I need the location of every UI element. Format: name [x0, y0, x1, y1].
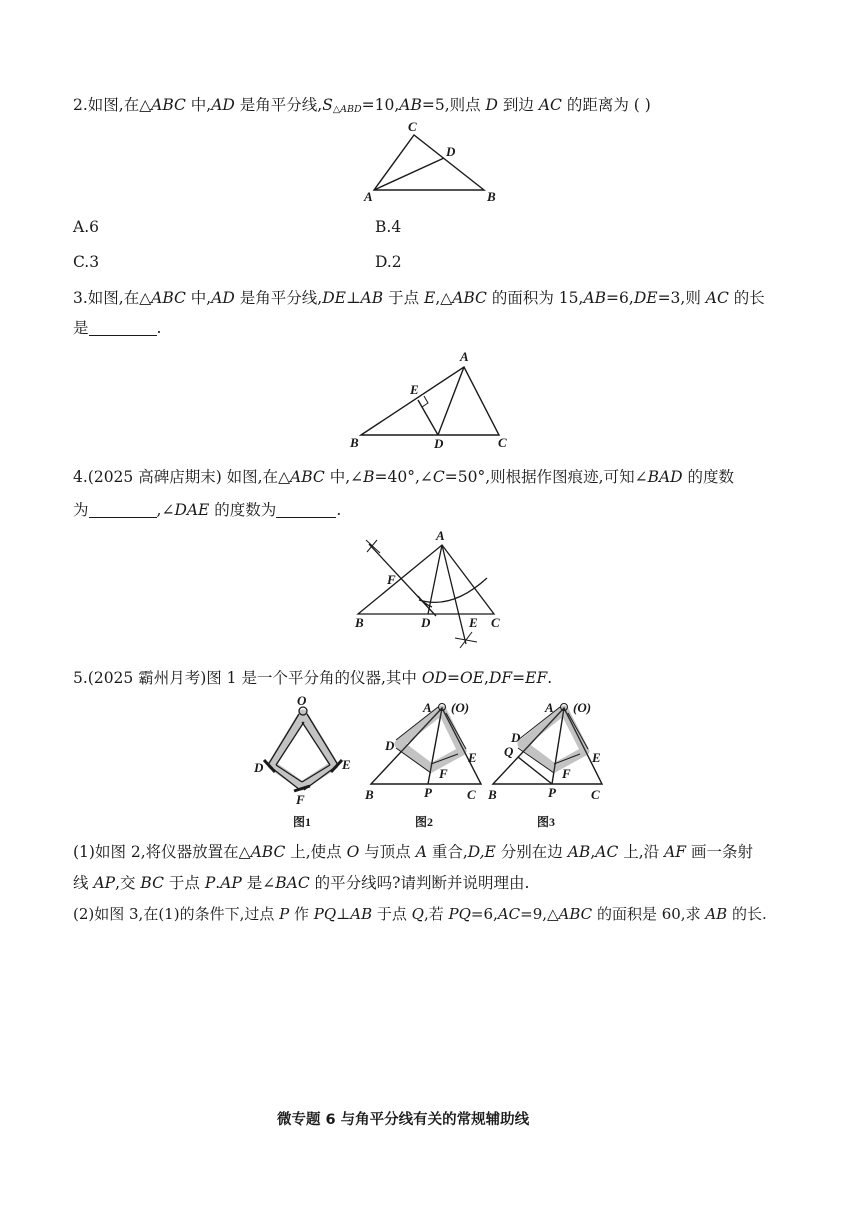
q4-label-c: C	[491, 615, 500, 630]
q4-stem-line2: 为 ,∠DAE 的度数为 .	[73, 501, 342, 519]
q3-stem-line2: 是 .	[73, 319, 162, 337]
q5-fig1	[253, 693, 351, 807]
q5-intro: 5.(2025 霸州月考)图 1 是一个平分角的仪器,其中 OD=OE,DF=EF.	[73, 669, 553, 687]
q5-fig3-label-a: A	[545, 700, 554, 715]
q5-fig3	[487, 700, 602, 802]
q5-fig2-label-o: (O)	[451, 700, 470, 715]
q5-fig1-label-f: F	[296, 792, 305, 807]
q4-label-b: B	[355, 615, 364, 630]
q2-stem: 2.如图,在△ABC 中,AD 是角平分线$,S_{\triangle ABD}=10,AB=5$,则点 D 到边 AC 的距离为 ( )	[73, 96, 651, 115]
q5-fig2-label-a: A	[423, 700, 432, 715]
q3-label-e: E	[410, 382, 419, 397]
q5-fig3-label-b: B	[488, 787, 497, 802]
q4-label-d: D	[421, 615, 431, 630]
q2-label-a: A	[364, 189, 373, 204]
section-title: 微专题 6 与角平分线有关的常规辅助线	[277, 1112, 530, 1128]
q5-fig3-label-d: D	[511, 730, 521, 745]
q4-stem-line1: 4.(2025 高碑店期末) 如图,在△ABC 中,∠B=40°,∠C=50°,则根据作图痕迹,可知∠BAD 的度数	[73, 468, 735, 486]
q5-fig2-label-c: C	[467, 787, 476, 802]
q2-option-d[interactable]: D.2	[375, 253, 402, 271]
q2-option-a[interactable]: A.6	[73, 218, 99, 236]
q2-option-b[interactable]: B.4	[375, 218, 402, 236]
q3-label-c: C	[498, 435, 507, 450]
q5-fig2-label-b: B	[365, 787, 374, 802]
q4-label-a: A	[436, 528, 445, 543]
q5-fig3-label-o: (O)	[573, 700, 592, 715]
q2-option-c[interactable]: C.3	[73, 253, 100, 271]
q5-part1-line2: 线 AP,交 BC 于点 P.AP 是∠BAC 的平分线吗?请判断并说明理由.	[73, 874, 530, 892]
q3-label-b: B	[350, 435, 359, 450]
q5-fig1-label-e: E	[342, 757, 351, 772]
q5-fig2	[364, 700, 481, 802]
q5-fig2-label-f: F	[439, 766, 448, 781]
q2-label-d: D	[446, 144, 456, 159]
q5-fig2-label-p: P	[424, 785, 432, 800]
q5-fig3-label-e: E	[592, 750, 601, 765]
q3-label-d: D	[434, 436, 444, 451]
q5-fig2-label-e: E	[468, 750, 477, 765]
q5-fig1-label-d: D	[254, 760, 264, 775]
q5-fig3-label-c: C	[591, 787, 600, 802]
q5-fig3-label-q: Q	[504, 744, 514, 759]
q5-fig2-label-d: D	[385, 738, 395, 753]
q4-label-e: E	[469, 615, 478, 630]
q3-label-a: A	[460, 349, 469, 364]
q2-label-b: B	[487, 189, 496, 204]
q5-part2: (2)如图 3,在(1)的条件下,过点 P 作 PQ⊥AB 于点 Q,若 PQ=6,AC=9,△ABC 的面积是 60,求 AB 的长.	[73, 905, 767, 923]
q4-label-f: F	[387, 572, 396, 587]
q5-fig3-label-f: F	[562, 766, 571, 781]
q5-fig3-label-p: P	[548, 785, 556, 800]
q2-label-c: C	[408, 119, 417, 134]
q5-fig1-label-o: O	[297, 693, 307, 708]
q5-caption-fig3: 图3	[537, 815, 556, 829]
q5-caption-fig1: 图1	[293, 815, 312, 829]
q3-stem-line1: 3.如图,在△ABC 中,AD 是角平分线,DE⊥AB 于点 E,△ABC 的面积为 15,AB=6,DE=3,则 AC 的长	[73, 289, 765, 307]
q5-part1-line1: (1)如图 2,将仪器放置在△ABC 上,使点 O 与顶点 A 重合,D,E 分别在边 AB,AC 上,沿 AF 画一条射	[73, 843, 753, 861]
q5-caption-fig2: 图2	[415, 815, 434, 829]
